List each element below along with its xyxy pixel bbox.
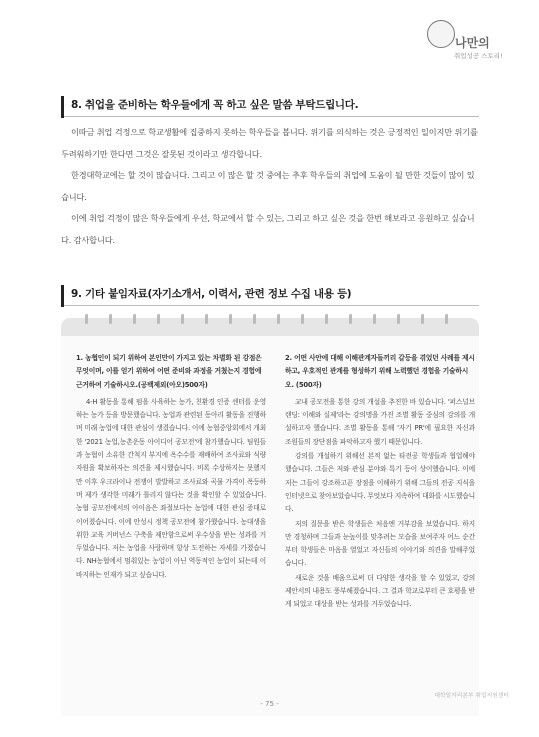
mascot-icon xyxy=(427,20,455,48)
notebook-binder xyxy=(61,318,479,336)
section-8-paragraph: 이따금 취업 걱정으로 학교생활에 집중하지 못하는 학우들을 봅니다. 위기를 의식하는 것은 긍정적인 일이지만 위기를 두려워하기만 한다면 그것은 잘못된 것이라고 생각합니다. xyxy=(61,127,478,159)
right-column xyxy=(285,352,475,613)
answer-2-paragraph: 강의를 개설하기 위해선 본적 없는 타전공 학생들과 협업해야 했습니다. 그들은 저와 관심 분야와 특기 등이 상이했습니다. 이에 저는 그들이 강조하고픈 장점을 이해하기 위해 그들의 전공 지식을 인터넷으로 찾아보았습니다. 무엇보다 지속하여 대화를 시도했습니다. xyxy=(285,452,476,514)
page-number: - 75 - xyxy=(260,700,279,708)
section-9-header xyxy=(61,285,479,306)
heading-bar xyxy=(61,285,64,307)
question-1: 1. 농협인이 되기 위하여 본인만이 가지고 있는 차별화 된 강점은 무엇이며, 이를 얻기 위하여 어떤 준비와 과정을 거쳤는지 경험에 근거하여 기술하시오.(공백제외(아오)500자) xyxy=(76,354,262,389)
section-8-title: 8. 취업을 준비하는 학우들에게 꼭 하고 싶은 말씀 부탁드립니다. xyxy=(71,99,359,111)
question-2: 2. 어떤 사안에 대해 이해관계자들끼리 갈등을 겪었던 사례를 제시하고, 우호적인 관계를 형성하기 위해 노력했던 경험을 기술하시오. (500자) xyxy=(285,354,475,389)
answer-2-paragraph: 새로운 것을 배움으로써 더 다양한 생각을 할 수 있었고, 강의 제안서의 내용도 풍부해졌습니다. 그 결과 학교로부터 큰 호평을 받게 되었고 대상을 받는 성과를 거두었습니다. xyxy=(285,573,475,609)
answer-1: 4-H 활동을 통해 펌을 사육하는 농가, 친환경 인증 센터를 운영하는 농가 등을 방문했습니다. 농업과 관련된 동아리 활동을 진행하며 미래 농업에 대한 관심이 생겼습니다. 이에 농협중앙회에서 개최한 '2021 농업,농촌운동 아이디어 공모전'에 참가했습니다. 팀원들과 농협이 소유한 간척지 부지에 옥수수를 재배하여 조사료와 식량 자원을 확보하자는 의견을 제시했습니다. 비록 수상하지는 못했지만 이후 우크라이나 전쟁이 발발하고 조사료와 곡물 가격이 폭등하며 제가 생각한 미래가 틀리지 않다는 것을 확인할 수 있었습니다. 농협 공모전에서의 아이음은 좌절보다는 농업에 대한 관심 증대로 이어졌습니다. 이에 안성시 정책 공모전에 참가했습니다. 농대생을 위한 교육 거버넌스 구축을 제안함으로써 우수상을 받는 성과를 거두었습니다. 저는 농업을 사랑하며 항상 도전하는 자세를 가졌습니다. NH농협에서 멈춰있는 농업이 아닌 역동적인 농업이 되는데 이바지하는 인재가 되고 싶습니다. xyxy=(76,397,266,579)
heading-bar xyxy=(61,96,64,118)
footer-org: 대학일자리본부 취업지원센터 xyxy=(434,693,509,699)
answer-2-paragraph: 저의 질문을 받은 학생들은 처음엔 거부감을 보였습니다. 하지만 경청하며 그들과 눈높이를 맞추려는 모습을 보여주자 어느 순간부터 학생들은 마음을 열었고 자신들의 이야기와 의견을 말해주었습니다. xyxy=(285,519,475,568)
logo-subtitle: 취업성공 스토리! xyxy=(454,52,503,60)
section-9-title: 9. 기타 붙임자료(자기소개서, 이력서, 관련 정보 수집 내용 등) xyxy=(71,288,352,300)
logo-title: 나만의 xyxy=(455,36,490,50)
left-column xyxy=(76,352,266,583)
section-8-paragraph: 한경대학교에는 할 것이 많습니다. 그리고 이 많은 할 것 중에는 추후 학우들의 취업에 도움이 될 만한 것들이 많이 있습니다. xyxy=(61,170,475,202)
section-8-paragraph: 이에 취업 걱정이 많은 학우들에게 우선, 학교에서 할 수 있는, 그리고 하고 싶은 것을 한번 해보라고 응원하고 싶습니다. 감사합니다. xyxy=(61,213,475,245)
brand-logo xyxy=(427,18,527,66)
answer-2-paragraph: 교내 공모전을 통한 강의 개설을 추진한 바 있습니다. '퍼스널브랜딩: 이해와 실제'라는 강의명을 가진 조별 활동 중심의 강의를 개설하고자 했습니다. 조별 활동을 통해 '자기 PR'에 필요한 자신과 조원들의 장단점을 파악하고자 했기 때문입니다. xyxy=(285,397,475,446)
section-8-header xyxy=(61,96,479,117)
